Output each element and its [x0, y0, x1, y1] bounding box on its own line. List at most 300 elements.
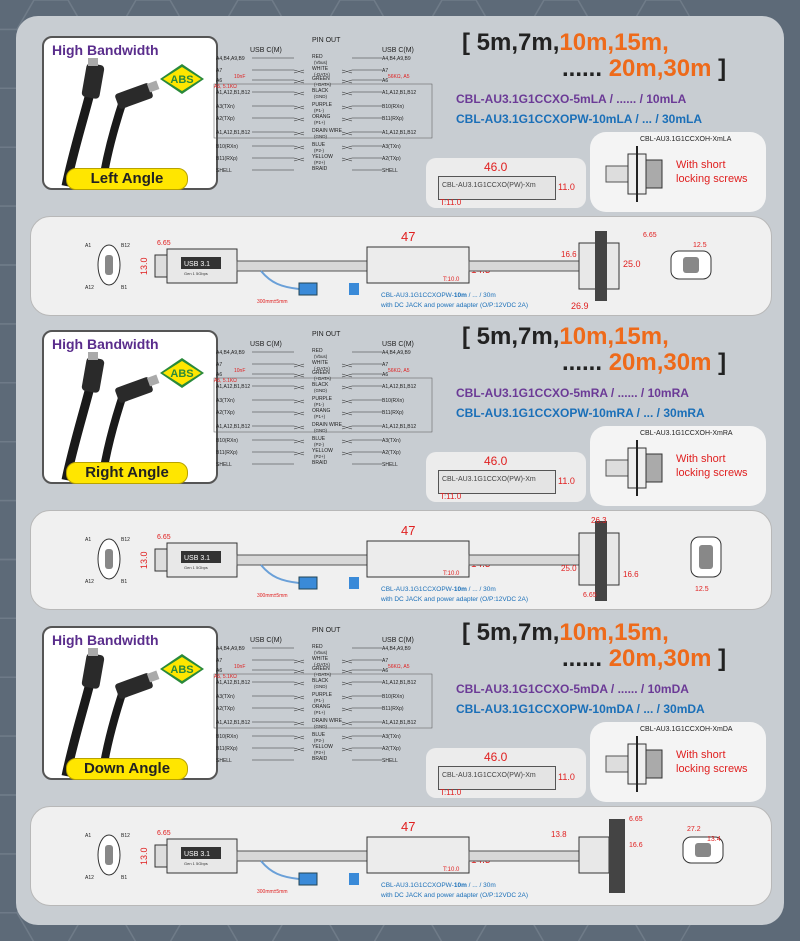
resistor-right-label: 56KΩ, A5 — [388, 368, 410, 374]
pinout-left-pin: B11(RXp) — [216, 156, 238, 162]
pinout-right-pin: A4,B4,A9,B9 — [382, 350, 411, 356]
wire-signal: (P1+) — [314, 120, 326, 125]
lengths-line1-a: [ 5m,7m, — [462, 323, 560, 350]
usb-logo-text: USB 3.1 — [184, 261, 211, 268]
pinout-right-pin: A1,A12,B1,B12 — [382, 680, 417, 686]
lengths-close: ] — [718, 645, 727, 672]
pinout-left-pin: B10(RXn) — [216, 734, 238, 740]
wire-signal: (-DATA) — [314, 662, 330, 667]
brand-text: High Bandwidth — [52, 336, 159, 352]
pinout-left-pin: A2(TXp) — [216, 116, 235, 122]
wire-name: RED — [312, 644, 323, 650]
wire-signal: (-DATA) — [314, 72, 330, 77]
part-code-line2: with DC JACK and power adapter (O/P:12VDC 2A) — [381, 596, 529, 603]
lengths-line1-a: [ 5m,7m, — [462, 619, 560, 646]
wire-signal: (P2+) — [314, 454, 326, 459]
dim-250: 25.0 — [561, 564, 577, 573]
wire-name: WHITE — [312, 360, 329, 366]
locking-screw-box — [590, 426, 766, 506]
pinout-left-pin: A4,B4,A9,B9 — [216, 56, 245, 62]
wire-signal: (GND) — [314, 428, 327, 433]
lengths-line2-a: ...... — [562, 645, 603, 672]
part-code-text — [381, 586, 496, 593]
resistor-right-label: 56KΩ, A5 — [388, 74, 410, 80]
dc-plug — [349, 283, 359, 295]
locking-screw-bar — [595, 521, 607, 601]
available-lengths — [462, 30, 726, 82]
available-lengths — [462, 620, 726, 672]
wire-name: DRAIN WIRE — [312, 422, 342, 428]
wire-signal: (GND) — [314, 134, 327, 139]
pinout-right-pin: A1,A12,B1,B12 — [382, 384, 417, 390]
usb-c-tongue — [105, 255, 113, 275]
dim-272: 27.2 — [687, 826, 701, 833]
lengths-line1-b: 10m,15m, — [559, 619, 669, 646]
angle-label: Down Angle — [66, 758, 188, 780]
pinout-right-pin: A2(TXp) — [382, 156, 401, 162]
abs-badge-text: ABS — [170, 664, 194, 676]
code-prefix: CBL-AU3.1G1CCXOPW- — [381, 586, 454, 593]
code-length: 10m — [453, 882, 467, 889]
capacitor-label: 10nF — [234, 74, 246, 80]
pinout-right-pin: B11(RXp) — [382, 410, 404, 416]
wire-name: BLUE — [312, 142, 326, 148]
mini-label: CBL-AU3.1G1CCXO(PW)-Xm — [442, 476, 536, 483]
screw-note — [676, 158, 748, 186]
dc-plug — [349, 873, 359, 885]
pinout-right-pin: B10(RXn) — [382, 398, 404, 404]
mini-dim-thickness: T:11.0 — [440, 492, 462, 501]
locking-screw-bar — [595, 231, 607, 301]
wire-name: GREEN — [312, 370, 330, 376]
pinout-right-pin: B10(RXn) — [382, 694, 404, 700]
dim-47: 47 — [401, 523, 416, 538]
product-section — [16, 322, 784, 612]
dc-jack — [299, 283, 317, 295]
connector-plug — [155, 549, 167, 571]
dim-665-right: 6.65 — [643, 232, 657, 239]
part-code-text — [381, 292, 496, 299]
wire-name: ORANG — [312, 114, 331, 120]
mini-dim-height: 11.0 — [558, 772, 575, 782]
product-section — [16, 618, 784, 908]
screw-part-code: CBL-AU3.1G1CCXOH-XmDA — [640, 726, 733, 733]
mini-dimension-box — [426, 748, 586, 798]
pinout-title: PIN OUT — [312, 37, 341, 44]
lengths-line1-b: 10m,15m, — [559, 323, 669, 350]
wire-signal: (GND) — [314, 684, 327, 689]
mini-dimension-box — [426, 158, 586, 208]
dim-665-left: 6.65 — [157, 830, 171, 837]
wire-signal: (P1+) — [314, 710, 326, 715]
pinout-left-pin: A1,A12,B1,B12 — [216, 720, 251, 726]
part-code-text — [381, 882, 496, 889]
wire-signal: (P2-) — [314, 738, 324, 743]
pinout-left-pin: A6 — [216, 372, 223, 378]
code-suffix: / ... / 30m — [466, 882, 496, 889]
dc-length: 300mm±5mm — [257, 889, 288, 895]
locking-screw-box — [590, 132, 766, 212]
end-view-port — [699, 545, 713, 569]
locking-screw-bar — [609, 819, 625, 893]
angle-label: Left Angle — [66, 168, 188, 190]
screw-connector-icon — [602, 730, 668, 796]
pinout-right-pin: A2(TXp) — [382, 746, 401, 752]
pinout-left-pin: B11(RXp) — [216, 746, 238, 752]
pin-label-b12: B12 — [121, 537, 130, 543]
dim-166: 16.6 — [623, 570, 639, 579]
pinout-left-pin: A7 — [216, 658, 223, 664]
capacitor-label: 10nF — [234, 664, 246, 670]
pinout-left-pin: B11(RXp) — [216, 450, 238, 456]
dim-166: 16.6 — [561, 250, 577, 259]
dim-t10: T:10.0 — [443, 571, 460, 577]
pinout-left-pin: A2(TXp) — [216, 706, 235, 712]
screw-note-line1: With short — [676, 453, 726, 465]
lengths-line2-a: ...... — [562, 349, 603, 376]
wire-signal: (P1-) — [314, 698, 324, 703]
wire-name: BLACK — [312, 678, 329, 684]
dc-jack — [299, 873, 317, 885]
resistor-left-label: A5, 5.1KΩ — [214, 84, 237, 90]
cable-jacket-right — [469, 851, 579, 861]
pinout-svg — [212, 624, 434, 774]
dc-length: 300mm±5mm — [257, 299, 288, 305]
pin-label-b1: B1 — [121, 579, 128, 585]
pinout-left-pin: A1,A12,B1,B12 — [216, 130, 251, 136]
end-view-port — [683, 257, 699, 273]
pin-label-a12: A12 — [85, 875, 94, 881]
pin-label-a1: A1 — [85, 833, 92, 839]
mini-dim-thickness: T:11.0 — [440, 788, 462, 797]
dim-665-left: 6.65 — [157, 240, 171, 247]
wire-name: WHITE — [312, 66, 329, 72]
wire-name: BRAID — [312, 756, 328, 762]
product-photo — [42, 36, 218, 190]
brand-text: High Bandwidth — [52, 42, 159, 58]
wire-name: BRAID — [312, 166, 328, 172]
pinout-right-pin: A7 — [382, 658, 389, 664]
product-photo — [42, 330, 218, 484]
wire-name: BRAID — [312, 460, 328, 466]
screw-connector-icon — [602, 434, 668, 500]
resistor-left-label: A5, 5.1KΩ — [214, 674, 237, 680]
pinout-left-pin: SHELL — [216, 168, 232, 174]
pinout-right-pin: SHELL — [382, 462, 398, 468]
dim-665-left: 6.65 — [157, 534, 171, 541]
usb-c-tongue — [105, 845, 113, 865]
pinout-right-pin: A3(TXn) — [382, 734, 401, 740]
pinout-left-head: USB C(M) — [250, 341, 282, 348]
connector-plug — [155, 255, 167, 277]
cable-drawing — [30, 806, 772, 906]
wire-signal: (GND) — [314, 94, 327, 99]
dim-134: 13.4 — [707, 836, 721, 843]
pinout-title: PIN OUT — [312, 331, 341, 338]
screw-note — [676, 452, 748, 480]
wire-name: PURPLE — [312, 102, 333, 108]
usb-logo-text: USB 3.1 — [184, 555, 211, 562]
dim-665-right: 6.65 — [583, 592, 597, 599]
pinout-left-pin: A6 — [216, 78, 223, 84]
mini-dim-width: 46.0 — [484, 160, 508, 174]
resistor-left-label: A5, 5.1KΩ — [214, 378, 237, 384]
pinout-svg — [212, 328, 434, 478]
resistor-right-label: 56KΩ, A5 — [388, 664, 410, 670]
code-suffix: / ... / 30m — [466, 586, 496, 593]
wire-signal: (P2+) — [314, 750, 326, 755]
dim-138: 13.8 — [551, 830, 567, 839]
pinout-right-pin: A4,B4,A9,B9 — [382, 646, 411, 652]
dim-t10: T:10.0 — [443, 867, 460, 873]
cable-drawing — [30, 510, 772, 610]
code-prefix: CBL-AU3.1G1CCXOPW- — [381, 292, 454, 299]
dim-130: 13.0 — [139, 551, 149, 569]
cable-drawing — [30, 216, 772, 316]
wire-signal: (P1-) — [314, 108, 324, 113]
pin-label-b1: B1 — [121, 875, 128, 881]
dim-130: 13.0 — [139, 847, 149, 865]
part-number-b: CBL-AU3.1G1CCXOPW-10mDA / ... / 30mDA — [456, 702, 705, 716]
wire-name: RED — [312, 54, 323, 60]
wire-name: PURPLE — [312, 692, 333, 698]
dim-47: 47 — [401, 819, 416, 834]
code-length: 10m — [453, 586, 467, 593]
end-view-port — [695, 843, 711, 857]
mini-dim-thickness: T:11.0 — [440, 198, 462, 207]
cable-drawing-svg — [31, 511, 771, 609]
cable-drawing-svg — [31, 807, 771, 905]
dc-branch-wire — [261, 271, 299, 289]
pinout-left-pin: A7 — [216, 68, 223, 74]
wire-signal: (P1+) — [314, 414, 326, 419]
pinout-right-pin: A1,A12,B1,B12 — [382, 90, 417, 96]
pinout-right-head: USB C(M) — [382, 637, 414, 644]
screw-part-code: CBL-AU3.1G1CCXOH-XmRA — [640, 430, 733, 437]
pinout-right-pin: A1,A12,B1,B12 — [382, 130, 417, 136]
screw-note — [676, 748, 748, 776]
pinout-left-pin: A6 — [216, 668, 223, 674]
wire-name: YELLOW — [312, 448, 333, 454]
screw-note-line1: With short — [676, 159, 726, 171]
wire-signal: (P2-) — [314, 442, 324, 447]
pinout-right-pin: A6 — [382, 668, 389, 674]
pinout-diagram — [212, 34, 434, 184]
wire-name: GREEN — [312, 76, 330, 82]
abs-badge-text: ABS — [170, 74, 194, 86]
usb-c-tongue — [105, 549, 113, 569]
wire-name: GREEN — [312, 666, 330, 672]
dim-269: 26.9 — [571, 301, 589, 311]
part-number-b: CBL-AU3.1G1CCXOPW-10mRA / ... / 30mRA — [456, 406, 705, 420]
pinout-left-pin: A4,B4,A9,B9 — [216, 350, 245, 356]
part-number-a: CBL-AU3.1G1CCXO-5mLA / ...... / 10mLA — [456, 92, 687, 106]
lengths-line2-b: 20m,30m — [608, 645, 712, 672]
code-length: 10m — [453, 292, 467, 299]
pin-label-b12: B12 — [121, 243, 130, 249]
pinout-left-pin: B10(RXn) — [216, 144, 238, 150]
wire-signal: (+DATA) — [314, 376, 331, 381]
connector-plug — [155, 845, 167, 867]
pinout-right-pin: B11(RXp) — [382, 706, 404, 712]
wire-signal: (GND) — [314, 388, 327, 393]
screw-connector-icon — [602, 140, 668, 206]
dim-125: 12.5 — [695, 586, 709, 593]
locking-screw-box — [590, 722, 766, 802]
pinout-right-pin: A3(TXn) — [382, 438, 401, 444]
pin-label-a12: A12 — [85, 285, 94, 291]
product-section — [16, 28, 784, 318]
screw-note-line2: locking screws — [676, 467, 748, 479]
part-number-a: CBL-AU3.1G1CCXO-5mRA / ...... / 10mRA — [456, 386, 689, 400]
angled-connector — [579, 837, 609, 873]
pinout-right-pin: A1,A12,B1,B12 — [382, 424, 417, 430]
wire-name: ORANG — [312, 408, 331, 414]
mini-dim-height: 11.0 — [558, 182, 575, 192]
wire-name: DRAIN WIRE — [312, 128, 342, 134]
pin-label-b12: B12 — [121, 833, 130, 839]
pinout-right-pin: A6 — [382, 372, 389, 378]
pinout-right-pin: A7 — [382, 68, 389, 74]
pinout-right-pin: B10(RXn) — [382, 104, 404, 110]
wire-name: YELLOW — [312, 154, 333, 160]
cable-jacket — [237, 851, 367, 861]
available-lengths — [462, 324, 726, 376]
wire-signal: (Vbus) — [314, 650, 328, 655]
dc-plug — [349, 577, 359, 589]
wire-name: BLACK — [312, 88, 329, 94]
pinout-left-pin: A1,A12,B1,B12 — [216, 90, 251, 96]
pinout-left-pin: A3(TXn) — [216, 104, 235, 110]
dim-125: 12.5 — [693, 242, 707, 249]
part-number-a: CBL-AU3.1G1CCXO-5mDA / ...... / 10mDA — [456, 682, 689, 696]
pinout-right-pin: A2(TXp) — [382, 450, 401, 456]
dim-t10: T:10.0 — [443, 277, 460, 283]
dc-branch-wire — [261, 565, 299, 583]
cable-jacket — [237, 555, 367, 565]
wire-signal: (P2-) — [314, 148, 324, 153]
mini-dim-width: 46.0 — [484, 750, 508, 764]
pinout-left-pin: SHELL — [216, 462, 232, 468]
pinout-right-head: USB C(M) — [382, 341, 414, 348]
product-sheet — [16, 16, 784, 925]
usb-logo-sub: Gen 1 5Gbps — [184, 861, 208, 866]
wire-name: WHITE — [312, 656, 329, 662]
wire-signal: (+DATA) — [314, 672, 331, 677]
lengths-close: ] — [718, 349, 727, 376]
pinout-left-pin: B10(RXn) — [216, 438, 238, 444]
wire-signal: (P1-) — [314, 402, 324, 407]
cable-drawing-svg — [31, 217, 771, 315]
pin-label-a1: A1 — [85, 537, 92, 543]
pinout-left-pin: A7 — [216, 362, 223, 368]
capacitor-label: 10nF — [234, 368, 246, 374]
abs-badge-text: ABS — [170, 368, 194, 380]
wire-name: BLUE — [312, 732, 326, 738]
pinout-right-pin: B11(RXp) — [382, 116, 404, 122]
dim-263: 26.3 — [591, 516, 607, 525]
pinout-diagram — [212, 328, 434, 478]
pinout-left-pin: SHELL — [216, 758, 232, 764]
wire-name: YELLOW — [312, 744, 333, 750]
brand-text: High Bandwidth — [52, 632, 159, 648]
screw-note-line2: locking screws — [676, 763, 748, 775]
wire-signal: (Vbus) — [314, 354, 328, 359]
pinout-left-head: USB C(M) — [250, 637, 282, 644]
wire-name: ORANG — [312, 704, 331, 710]
wire-name: RED — [312, 348, 323, 354]
wire-name: BLACK — [312, 382, 329, 388]
pinout-right-head: USB C(M) — [382, 47, 414, 54]
pinout-right-pin: A4,B4,A9,B9 — [382, 56, 411, 62]
usb-logo-text: USB 3.1 — [184, 851, 211, 858]
usb-logo-sub: Gen 1 5Gbps — [184, 271, 208, 276]
wire-name: DRAIN WIRE — [312, 718, 342, 724]
pinout-left-head: USB C(M) — [250, 47, 282, 54]
cable-jacket-right — [469, 261, 579, 271]
dc-jack — [299, 577, 317, 589]
dim-166: 16.6 — [629, 842, 643, 849]
screw-note-line1: With short — [676, 749, 726, 761]
pinout-left-pin: A1,A12,B1,B12 — [216, 424, 251, 430]
pinout-right-pin: A1,A12,B1,B12 — [382, 720, 417, 726]
mini-label: CBL-AU3.1G1CCXO(PW)-Xm — [442, 772, 536, 779]
dc-length: 300mm±5mm — [257, 593, 288, 599]
pin-label-a12: A12 — [85, 579, 94, 585]
dim-47: 47 — [401, 229, 416, 244]
pinout-left-pin: A4,B4,A9,B9 — [216, 646, 245, 652]
pinout-left-pin: A1,A12,B1,B12 — [216, 384, 251, 390]
wire-signal: (-DATA) — [314, 366, 330, 371]
mini-dim-width: 46.0 — [484, 454, 508, 468]
screw-part-code: CBL-AU3.1G1CCXOH-XmLA — [640, 136, 732, 143]
pin-label-b1: B1 — [121, 285, 128, 291]
product-photo — [42, 626, 218, 780]
usb-logo-sub: Gen 1 5Gbps — [184, 565, 208, 570]
code-suffix: / ... / 30m — [466, 292, 496, 299]
wire-name: PURPLE — [312, 396, 333, 402]
mini-dim-height: 11.0 — [558, 476, 575, 486]
pinout-right-pin: A3(TXn) — [382, 144, 401, 150]
pinout-diagram — [212, 624, 434, 774]
pinout-title: PIN OUT — [312, 627, 341, 634]
pinout-right-pin: SHELL — [382, 758, 398, 764]
wire-name: BLUE — [312, 436, 326, 442]
pinout-svg — [212, 34, 434, 184]
pinout-left-pin: A2(TXp) — [216, 410, 235, 416]
dc-branch-wire — [261, 861, 299, 879]
pinout-left-pin: A1,A12,B1,B12 — [216, 680, 251, 686]
pin-label-a1: A1 — [85, 243, 92, 249]
wire-signal: (P2+) — [314, 160, 326, 165]
pinout-left-pin: A3(TXn) — [216, 398, 235, 404]
wire-signal: (Vbus) — [314, 60, 328, 65]
wire-signal: (GND) — [314, 724, 327, 729]
lengths-line1-a: [ 5m,7m, — [462, 29, 560, 56]
dim-250: 25.0 — [623, 259, 641, 269]
code-prefix: CBL-AU3.1G1CCXOPW- — [381, 882, 454, 889]
mini-dimension-box — [426, 452, 586, 502]
screw-note-line2: locking screws — [676, 173, 748, 185]
part-code-line2: with DC JACK and power adapter (O/P:12VDC 2A) — [381, 302, 529, 309]
pinout-right-pin: A6 — [382, 78, 389, 84]
lengths-close: ] — [718, 55, 727, 82]
lengths-line1-b: 10m,15m, — [559, 29, 669, 56]
mini-label: CBL-AU3.1G1CCXO(PW)-Xm — [442, 182, 536, 189]
lengths-line2-b: 20m,30m — [608, 55, 712, 82]
pinout-right-pin: A7 — [382, 362, 389, 368]
dim-130: 13.0 — [139, 257, 149, 275]
